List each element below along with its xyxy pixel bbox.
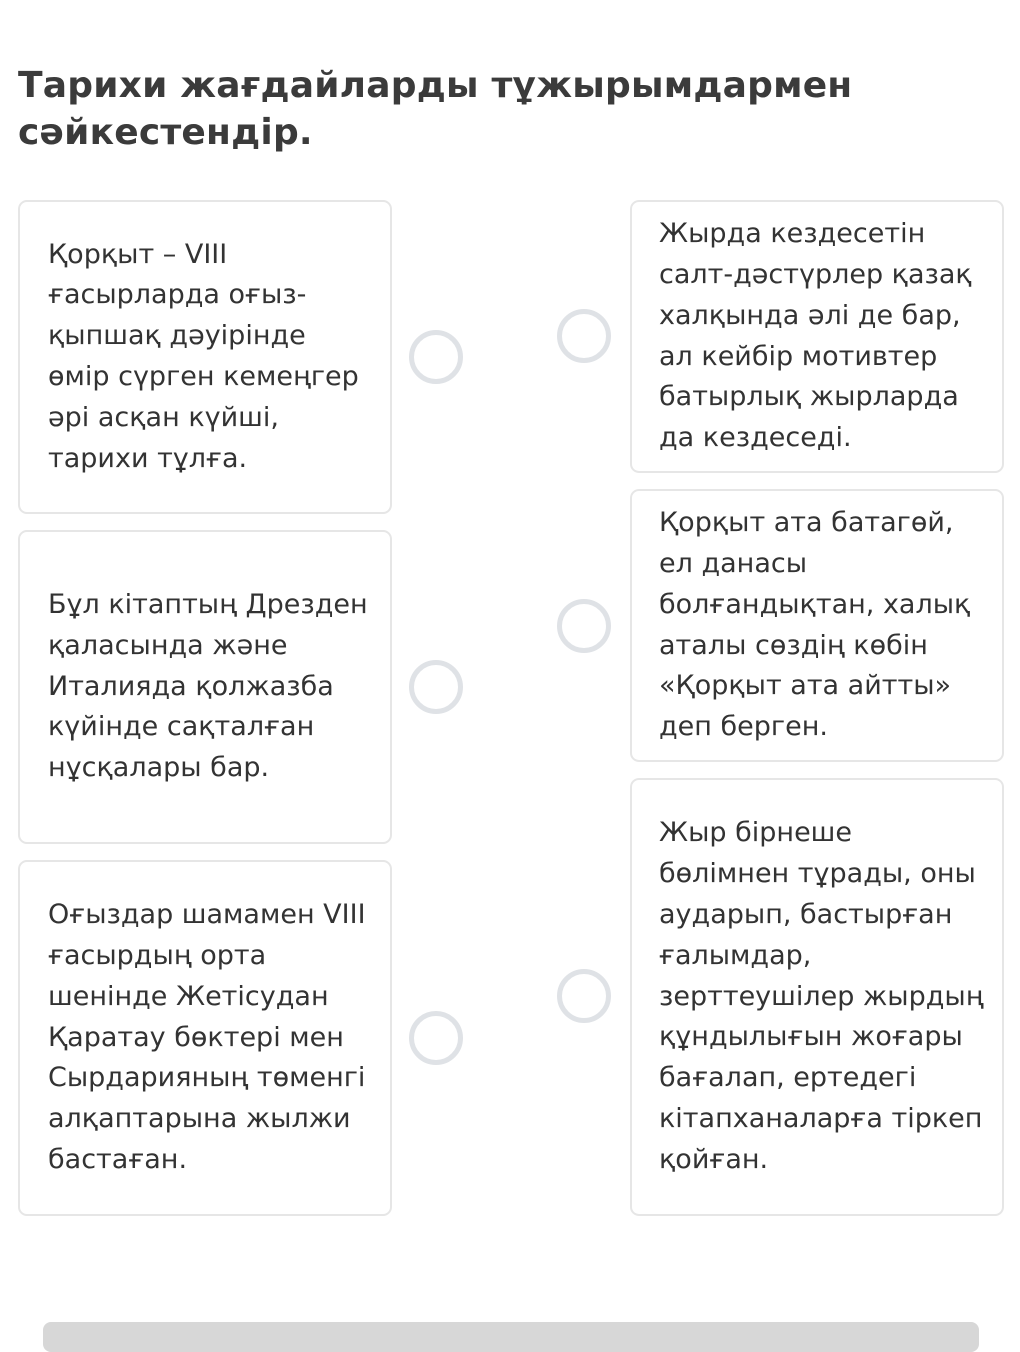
right-connector-1[interactable]	[557, 309, 611, 363]
right-item-1[interactable]	[630, 200, 1004, 473]
right-item-1-text: Жырда кездесетін салт-дәстүрлер қазақ халқында әлі де бар, ал кейбір мотивтер батырлық жырларда да кездеседі.	[659, 218, 972, 454]
left-item-3[interactable]	[18, 860, 392, 1216]
left-item-3-text: Оғыздар шамамен VIII ғасырдың орта шенінде Жетісудан Қаратау бөктері мен Сырдарияның төменгі алқаптарына жылжи бастаған.	[48, 899, 366, 1175]
left-item-1[interactable]	[18, 200, 392, 514]
left-connector-3[interactable]	[409, 1011, 463, 1065]
question-title: Тарихи жағдайларды тұжырымдармен сәйкестендір.	[18, 65, 853, 153]
right-connector-2[interactable]	[557, 599, 611, 653]
right-item-3-text: Жыр бірнеше бөлімнен тұрады, оны аударып, бастырған ғалымдар, зерттеушілер жырдың құндылығын жоғары бағалап, ертедегі кітапханаларға тіркеп қойған.	[659, 817, 984, 1175]
submit-button[interactable]	[43, 1322, 979, 1352]
left-connector-1[interactable]	[409, 330, 463, 384]
left-item-2[interactable]	[18, 530, 392, 844]
right-connector-3[interactable]	[557, 969, 611, 1023]
left-item-1-text: Қорқыт – VIII ғасырларда оғыз-қыпшақ дәуірінде өмір сүрген кемеңгер әрі асқан күйші, тарихи тұлға.	[48, 238, 359, 474]
left-connector-2[interactable]	[409, 660, 463, 714]
right-item-3[interactable]	[630, 778, 1004, 1216]
right-item-2-text: Қорқыт ата батагөй, ел данасы болғандықтан, халық аталы сөздің көбін «Қорқыт ата айтты» деп берген.	[659, 507, 971, 743]
right-item-2[interactable]	[630, 489, 1004, 762]
left-item-2-text: Бұл кітаптың Дрезден қаласында және Италияда қолжазба күйінде сақталған нұсқалары бар.	[48, 589, 368, 784]
